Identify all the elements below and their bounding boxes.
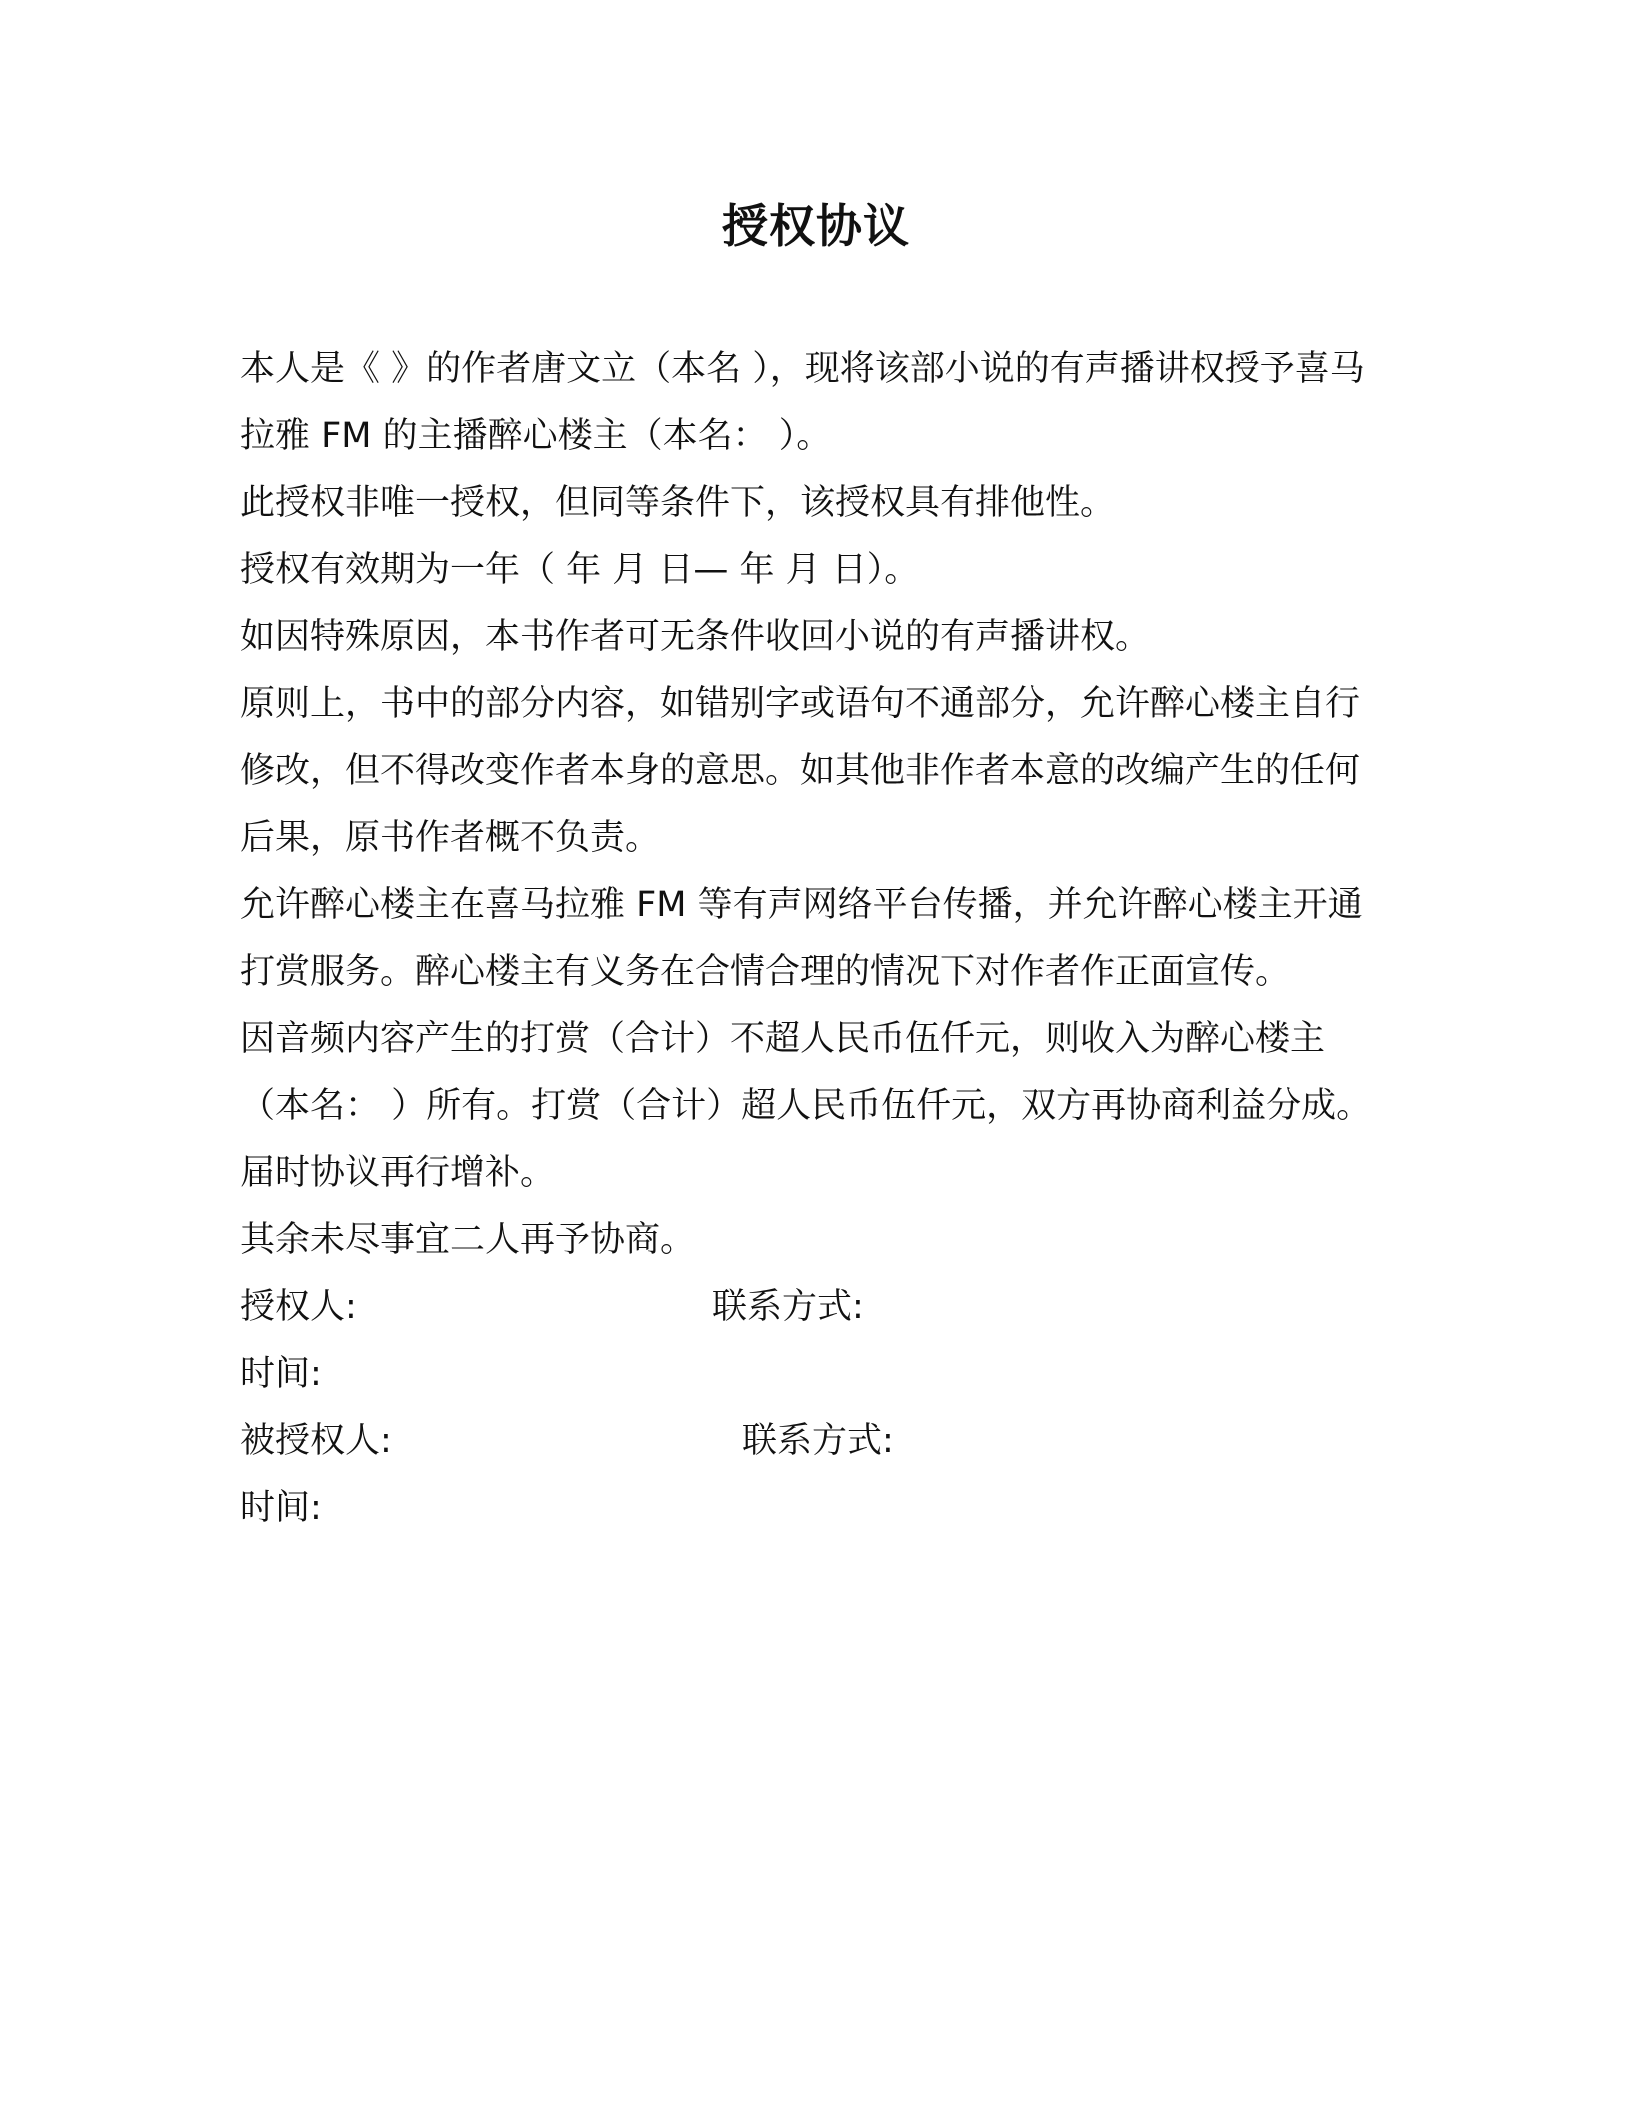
grantee-time-row xyxy=(240,1475,1390,1542)
paragraph-parties: 本人是《 》的作者唐文立（本名 ），现将该部小说的有声播讲权授予喜马拉雅 FM 的主播醉心楼主（本名： ）。 xyxy=(240,349,1365,456)
grantor-time-row xyxy=(240,1341,1390,1408)
paragraph-other-matters: 其余未尽事宜二人再予协商。 xyxy=(240,1220,696,1260)
grantee-label: 被授权人: xyxy=(240,1421,392,1461)
paragraph-revenue: 因音频内容产生的打赏（合计）不超人民币伍仟元，则收入为醉心楼主（本名： ）所有。打赏（合计）超人民币伍仟元，双方再协商利益分成。届时协议再行增补。 xyxy=(240,1019,1372,1193)
paragraph-editing: 原则上，书中的部分内容，如错别字或语句不通部分，允许醉心楼主自行修改，但不得改变作者本身的意思。如其他非作者本意的改编产生的任何后果，原书作者概不负责。 xyxy=(240,684,1361,858)
grantee-time-label: 时间: xyxy=(240,1488,322,1528)
grantor-label: 授权人: xyxy=(240,1287,357,1327)
paragraph-distribution: 允许醉心楼主在喜马拉雅 FM 等有声网络平台传播，并允许醉心楼主开通打赏服务。醉心楼主有义务在合情合理的情况下对作者作正面宣传。 xyxy=(240,885,1363,992)
document-body xyxy=(240,336,1390,1542)
grantor-time-label: 时间: xyxy=(240,1354,322,1394)
paragraph-exclusivity: 此授权非唯一授权，但同等条件下，该授权具有排他性。 xyxy=(240,483,1116,523)
grantor-signature-row xyxy=(240,1274,1390,1341)
paragraph-revocation: 如因特殊原因，本书作者可无条件收回小说的有声播讲权。 xyxy=(240,617,1151,657)
grantee-signature-row xyxy=(240,1408,1390,1475)
grantor-contact-label: 联系方式: xyxy=(712,1287,864,1327)
paragraph-validity: 授权有效期为一年（ 年 月 日— 年 月 日）。 xyxy=(240,550,920,590)
grantee-contact-label: 联系方式: xyxy=(742,1421,894,1461)
document-title: 授权协议 xyxy=(722,199,910,253)
